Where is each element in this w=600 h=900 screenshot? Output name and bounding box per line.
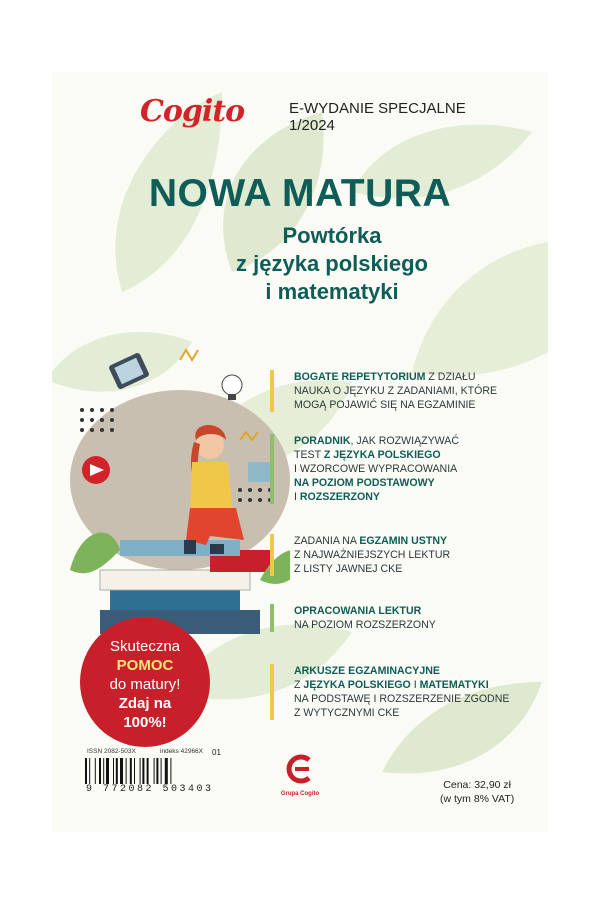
feature-text: NAUKA O JĘZYKU Z ZADANIAMI, KTÓRE bbox=[294, 385, 498, 397]
badge-text: Zdaj na bbox=[118, 695, 172, 712]
feature-text: ARKUSZE EGZAMINACYJNE bbox=[294, 665, 440, 677]
subtitle-line: Powtórka bbox=[282, 223, 382, 248]
feature-text: PORADNIK bbox=[294, 435, 351, 447]
feature-text: NA PODSTAWĘ I ROZSZERZENIE ZGODNE bbox=[294, 693, 510, 705]
magazine-cover bbox=[52, 72, 548, 832]
badge-text: POMOC bbox=[116, 657, 174, 674]
feature-item bbox=[270, 370, 542, 412]
barcode-addon: 01 bbox=[212, 748, 221, 757]
feature-text: NA POZIOM PODSTAWOWY bbox=[294, 477, 435, 489]
subtitle-line: z języka polskiego bbox=[236, 251, 428, 276]
feature-text: TEST bbox=[294, 449, 324, 461]
feature-line bbox=[294, 462, 542, 476]
price-vat: (w tym 8% VAT) bbox=[440, 793, 515, 805]
edition-number: 1/2024 bbox=[289, 117, 335, 134]
barcode-bar bbox=[116, 758, 118, 784]
index-label: indeks 42966X bbox=[160, 748, 204, 755]
feature-accent-bar bbox=[270, 534, 274, 576]
feature-text: Z WYTYCZNYMI CKE bbox=[294, 707, 400, 719]
feature-text: EGZAMIN USTNY bbox=[359, 535, 448, 547]
feature-accent-bar bbox=[270, 370, 274, 412]
promo-badge bbox=[80, 617, 210, 747]
feature-line bbox=[294, 490, 542, 504]
barcode-bar bbox=[161, 758, 162, 784]
feature-accent-bar bbox=[270, 434, 274, 504]
feature-text: ZADANIA NA bbox=[294, 535, 360, 547]
play-icon bbox=[82, 456, 110, 484]
feature-line bbox=[294, 448, 542, 462]
edition-label bbox=[289, 100, 466, 134]
barcode-bar bbox=[134, 758, 135, 784]
feature-line bbox=[294, 370, 542, 384]
feature-item bbox=[270, 664, 542, 720]
issn-label: ISSN 2082-503X bbox=[87, 748, 136, 755]
badge-text: Skuteczna bbox=[109, 638, 181, 655]
barcode-bar bbox=[154, 758, 155, 784]
barcode-bar bbox=[165, 758, 168, 784]
feature-text: Z bbox=[294, 679, 304, 691]
barcode-bar bbox=[85, 758, 87, 784]
barcode-bar bbox=[140, 758, 141, 784]
feature-text: Z LISTY JAWNEJ CKE bbox=[294, 563, 403, 575]
feature-text: I bbox=[410, 679, 420, 691]
barcode-bar bbox=[170, 758, 171, 784]
feature-line bbox=[294, 706, 542, 720]
feature-item bbox=[270, 604, 542, 632]
barcode-bar bbox=[126, 758, 127, 784]
publisher-icon bbox=[285, 752, 315, 786]
feature-line bbox=[294, 562, 542, 576]
feature-text: I WZORCOWE WYPRACOWANIA bbox=[294, 463, 458, 475]
subtitle-line: i matematyki bbox=[265, 279, 399, 304]
barcode-bar bbox=[106, 758, 109, 784]
badge-text: do matury! bbox=[109, 676, 181, 693]
barcode-bar bbox=[113, 758, 114, 784]
feature-text: Z DZIAŁU bbox=[425, 371, 476, 383]
feature-line bbox=[294, 476, 542, 490]
barcode-bar bbox=[142, 758, 144, 784]
feature-text: ROZSZERZONY bbox=[299, 491, 380, 503]
price-value: Cena: 32,90 zł bbox=[443, 779, 511, 791]
feature-text: I bbox=[294, 491, 300, 503]
cover-subtitle bbox=[202, 222, 462, 306]
barcode-bar bbox=[89, 758, 90, 784]
barcode-bar bbox=[99, 758, 101, 784]
feature-line bbox=[294, 534, 542, 548]
price-label bbox=[440, 778, 514, 806]
feature-line bbox=[294, 434, 542, 448]
feature-accent-bar bbox=[270, 664, 274, 720]
badge-text: 100%! bbox=[123, 714, 167, 731]
feature-text: Z JĘZYKA POLSKIEGO bbox=[323, 449, 441, 461]
barcode-bar bbox=[156, 758, 158, 784]
feature-line bbox=[294, 678, 542, 692]
publisher-name: Grupa Cogito bbox=[280, 791, 320, 797]
feature-text: MATEMATYKI bbox=[419, 679, 489, 691]
cover-title: NOWA MATURA bbox=[148, 172, 452, 215]
feature-line bbox=[294, 692, 542, 706]
publisher-logo bbox=[278, 752, 322, 797]
barcode-bar bbox=[120, 758, 123, 784]
tablet-icon bbox=[108, 352, 150, 390]
brand-logo: Cogito bbox=[140, 94, 245, 129]
student-illustration bbox=[60, 340, 290, 640]
barcode-bar bbox=[130, 758, 132, 784]
feature-line bbox=[294, 548, 542, 562]
barcode-bar bbox=[95, 758, 96, 784]
feature-text: JĘZYKA POLSKIEGO bbox=[303, 679, 411, 691]
feature-text: MOGĄ POJAWIĆ SIĘ NA EGZAMINIE bbox=[294, 399, 476, 411]
feature-text: OPRACOWANIA LEKTUR bbox=[294, 605, 422, 617]
feature-text: , JAK ROZWIĄZYWAĆ bbox=[350, 435, 460, 447]
feature-text: NA POZIOM ROZSZERZONY bbox=[294, 619, 436, 631]
feature-text: BOGATE REPETYTORIUM bbox=[294, 371, 426, 383]
feature-line bbox=[294, 604, 542, 618]
feature-text: Z NAJWAŻNIEJSZYCH LEKTUR bbox=[294, 549, 451, 561]
feature-line bbox=[294, 664, 542, 678]
lightbulb-icon bbox=[222, 375, 242, 400]
barcode-number: 9 772082 503403 bbox=[86, 784, 214, 795]
barcode-bar bbox=[147, 758, 149, 784]
feature-line bbox=[294, 398, 542, 412]
barcode-bar bbox=[103, 758, 104, 784]
feature-item bbox=[270, 534, 542, 576]
feature-line bbox=[294, 384, 542, 398]
feature-item bbox=[270, 434, 542, 504]
feature-accent-bar bbox=[270, 604, 274, 632]
feature-line bbox=[294, 618, 542, 632]
edition-name: E-WYDANIE SPECJALNE bbox=[289, 100, 466, 117]
